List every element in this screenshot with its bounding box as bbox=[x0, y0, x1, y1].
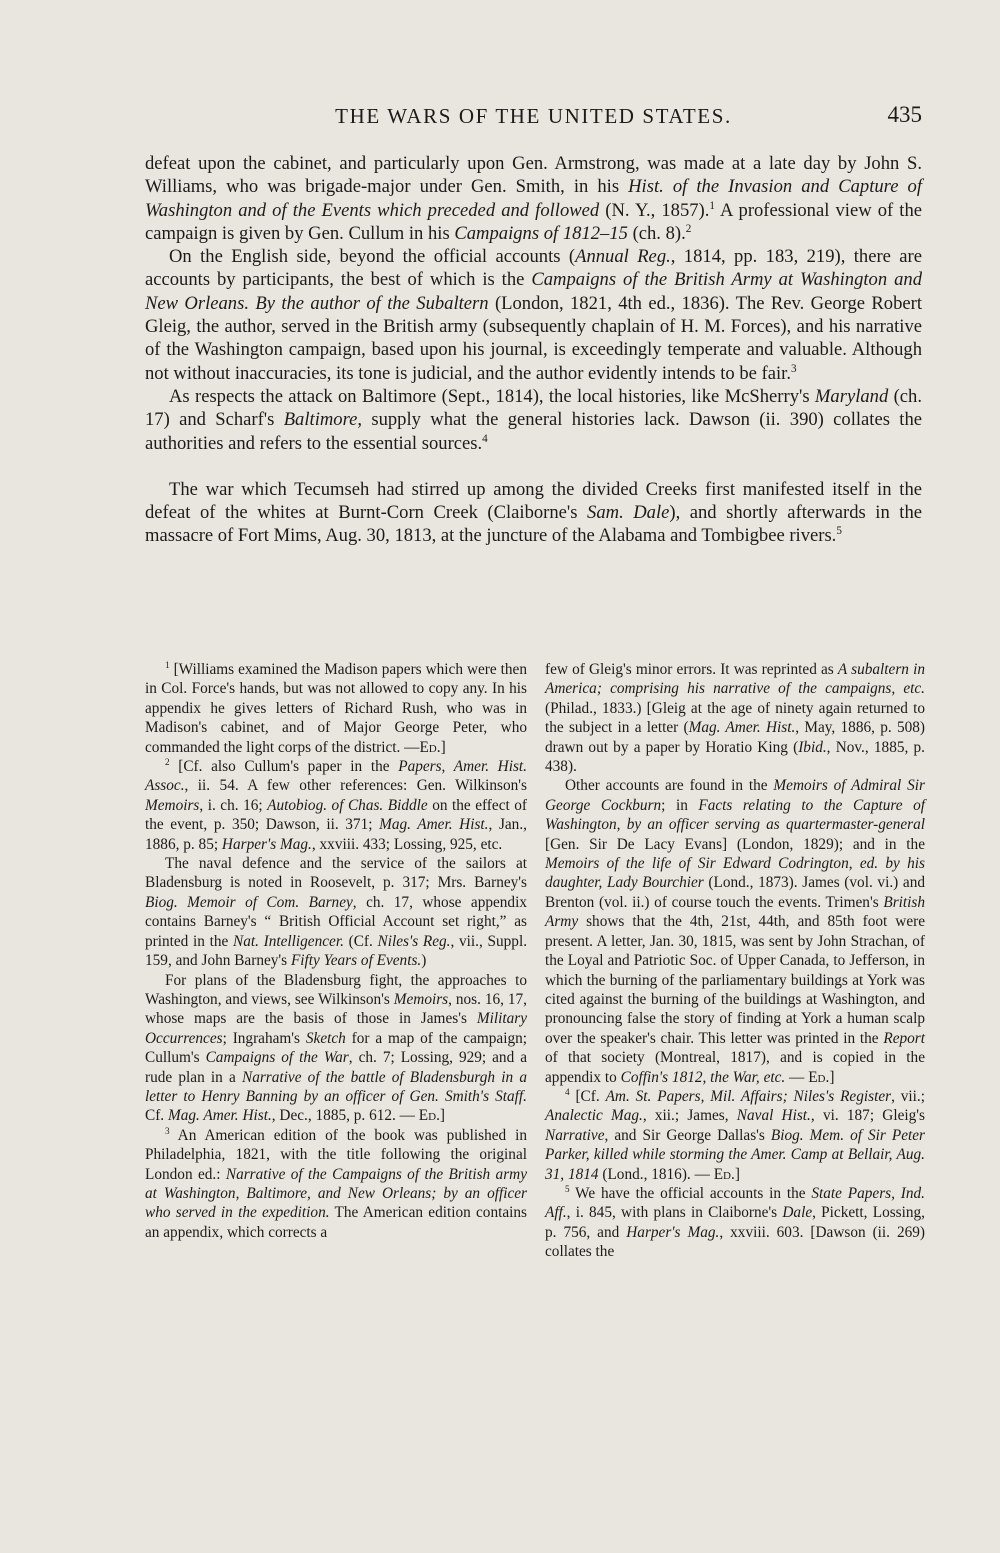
book-title: Dale bbox=[782, 1204, 813, 1222]
footnote-ref: 2 bbox=[685, 222, 692, 235]
text-run: We have the official accounts in the bbox=[569, 1184, 812, 1202]
book-title: Baltimore bbox=[283, 409, 358, 431]
book-title: Harper's Mag. bbox=[221, 835, 312, 853]
book-title: Biog. Memoir of Com. Barney bbox=[145, 893, 353, 911]
book-title: Papers, Amer. Hist. Assoc. bbox=[145, 758, 528, 795]
book-title: Campaigns of the British Army at Washington and New Orleans. By the author of the Subaltern bbox=[145, 269, 922, 314]
running-header bbox=[145, 100, 922, 136]
book-title: Naval Hist. bbox=[736, 1107, 811, 1125]
text-run: ] bbox=[439, 1107, 446, 1125]
book-title: Mag. Amer. Hist. bbox=[379, 816, 489, 834]
text-run: defeat upon the cabinet, and particularly upon Gen. Armstrong, was made at a late day by John S. Williams, who was brigade-major under Gen. Smith, in his bbox=[145, 153, 922, 198]
footnote-3-continued bbox=[545, 660, 925, 776]
text-run: Other accounts are found in the bbox=[565, 777, 774, 795]
book-title: State Papers, Ind. Aff. bbox=[545, 1184, 925, 1222]
text-run: (London, 1821, 4th ed., 1836). The Rev. George Robert Gleig, the author, served in the British army (subsequently chaplain of H. M. Forces), and his narrative of the Washington campaign, based upon his journal, is exceedingly temperate and valuable. Although not without inaccuracies, its tone is judicial, and the author evidently intends to be fair. bbox=[145, 292, 922, 384]
footnote-mark: 4 bbox=[565, 1086, 570, 1097]
footnotes bbox=[145, 659, 926, 1405]
book-title: Memoirs bbox=[393, 990, 449, 1008]
book-title: Am. St. Papers, Mil. Affairs; Niles's Register bbox=[605, 1087, 892, 1105]
footnote-ref: 3 bbox=[790, 362, 797, 375]
footnote-3 bbox=[145, 1126, 527, 1242]
text-run: ), and shortly afterwards in the massacre of Fort Mims, Aug. 30, 1813, at the juncture of the Alabama and Tombigbee rivers. bbox=[145, 502, 923, 547]
text-run: For plans of the Bladensburg fight, the approaches to Washington, and views, see Wilkinson's bbox=[145, 971, 527, 1008]
text-run: , Nov., 1885, p. 438). bbox=[545, 738, 926, 776]
footnote-ref: 4 bbox=[482, 432, 488, 445]
text-run: ] bbox=[829, 1068, 835, 1086]
text-run: ] bbox=[440, 738, 446, 756]
footnotes-right-column bbox=[545, 660, 925, 1262]
book-title: Campaigns of 1812–15 bbox=[454, 222, 628, 244]
book-title: Memoirs of the life of Sir Edward Codrington, ed. by his daughter, Lady Bourchier bbox=[545, 855, 925, 892]
book-title: Analectic Mag. bbox=[545, 1107, 643, 1125]
book-title: Biog. Mem. of Sir Peter Parker, killed while storming the Amer. Camp at Bellair, Aug. 31, 1814 bbox=[545, 1126, 925, 1183]
text-run: The naval defence and the service of the sailors at Bladensburg is noted in Roosevelt, p. 317; Mrs. Barney's bbox=[145, 855, 527, 892]
text-run: for a map of the campaign; Cullum's bbox=[145, 1029, 527, 1067]
book-title: Campaigns of the War bbox=[205, 1049, 349, 1067]
paragraph-creek-war bbox=[145, 478, 922, 548]
text-run: , xii.; James, bbox=[642, 1107, 737, 1125]
text-run: , i. ch. 16; bbox=[199, 796, 268, 814]
book-title: Nat. Intelligencer. bbox=[233, 932, 344, 950]
book-title: Facts relating to the Capture of Washington, by an officer serving as quartermaster-general bbox=[545, 796, 925, 834]
text-run: The war which Tecumseh had stirred up among the divided Creeks first manifested itself in the defeat of the whites at Burnt-Corn Creek (Claiborne's bbox=[145, 478, 922, 524]
text-run: On the English side, beyond the official accounts ( bbox=[169, 246, 576, 268]
footnote-ref: 5 bbox=[836, 525, 842, 538]
footnote-ref: 1 bbox=[709, 199, 715, 212]
book-title: Mag. Amer. Hist. bbox=[167, 1107, 272, 1125]
text-run: , May, 1886, p. 508) drawn out by a paper by Horatio King ( bbox=[545, 719, 926, 756]
text-run: , supply what the general histories lack. Dawson (ii. 390) collates the authorities and refers to the essential sources. bbox=[145, 409, 922, 454]
book-title: Harper's Mag. bbox=[626, 1223, 720, 1241]
book-title: Ibid. bbox=[798, 738, 827, 756]
text-run: An American edition of the book was published in Philadelphia, 1821, with the title following the original London ed.: bbox=[145, 1126, 527, 1183]
book-title: Mag. Amer. Hist. bbox=[688, 719, 796, 737]
text-run: , xxviii. 603. [Dawson (ii. 269) collates the bbox=[545, 1223, 926, 1261]
book-title: Narrative of the battle of Bladensburgh in a letter to Henry Banning by an officer of Gen. Smith's Staff. bbox=[145, 1068, 527, 1105]
text-run: ; Ingraham's bbox=[222, 1029, 306, 1047]
book-title: Annual Reg. bbox=[575, 246, 671, 268]
text-run: , vii., Suppl. 159, and John Barney's bbox=[145, 932, 528, 970]
text-run: (Cf. bbox=[343, 932, 378, 950]
footnote-mark: 2 bbox=[165, 756, 170, 767]
book-title: Narrative of the Campaigns of the British army at Washington, Baltimore, and New Orleans; by an officer who served in the expedition. bbox=[145, 1165, 527, 1222]
footnote-mark: 1 bbox=[165, 659, 170, 670]
text-run: ) bbox=[421, 952, 427, 970]
footnote-5 bbox=[545, 1184, 925, 1262]
text-run: [Williams examined the Madison papers which were then in Col. Force's hands, but was not allowed to copy any. In his appendix he gives letters of Richard Rush, who was in Madison's cabinet, and of Major George Peter, who commanded the light corps of the district. — bbox=[145, 661, 527, 756]
footnote-mark: 3 bbox=[165, 1125, 170, 1136]
text-run: (Lond., 1873). James (vol. vi.) and Brenton (vol. ii.) of course touch the events. Trimen's bbox=[545, 874, 925, 911]
footnote-1 bbox=[145, 660, 527, 757]
book-title: Autobiog. of Chas. Biddle bbox=[267, 796, 428, 814]
footnote-4 bbox=[545, 1087, 925, 1184]
paragraph-english-side bbox=[145, 245, 922, 385]
text-run: , xxviii. 433; Lossing, 925, etc. bbox=[311, 835, 503, 853]
book-title: Coffin's 1812, the War, etc. bbox=[620, 1068, 786, 1086]
text-run: , nos. 16, 17, whose maps are the basis of those in James's bbox=[145, 990, 527, 1028]
text-run: , vi. 187; Gleig's bbox=[810, 1107, 926, 1125]
footnote-2-naval bbox=[145, 854, 527, 970]
text-run: , vii.; bbox=[891, 1087, 925, 1105]
text-run: As respects the attack on Baltimore (Sept., 1814), the local histories, like McSherry's bbox=[169, 385, 815, 407]
text-run: few of Gleig's minor errors. It was reprinted as bbox=[545, 661, 838, 678]
book-title: British Army bbox=[545, 893, 925, 931]
text-run: ; in bbox=[661, 796, 699, 814]
text-run: (Lond., 1816). — bbox=[598, 1165, 714, 1183]
text-run: (N. Y., 1857). bbox=[599, 199, 710, 221]
editor-mark: Ed. bbox=[713, 1165, 735, 1183]
text-run: Cf. bbox=[145, 1107, 168, 1125]
book-title: Hist. of the Invasion and Capture of Washington and of the Events which preceded and followed bbox=[145, 176, 922, 221]
footnote-mark: 5 bbox=[565, 1183, 570, 1194]
book-title: Narrative bbox=[545, 1126, 605, 1144]
text-run: (ch. 17) and Scharf's bbox=[145, 385, 922, 431]
text-run: The American edition contains an appendix, which corrects a bbox=[145, 1204, 527, 1241]
text-run: , Jan., 1886, p. 85; bbox=[145, 816, 527, 853]
text-run: , 1814, pp. 183, 219), there are accounts by participants, the best of which is the bbox=[145, 246, 923, 291]
book-title: A subaltern in America; comprising his narrative of the campaigns, etc. bbox=[545, 661, 925, 698]
text-run: [Cf. also Cullum's paper in the bbox=[169, 758, 399, 776]
book-title: Fifty Years of Events. bbox=[290, 952, 422, 970]
book-title: Sam. Dale bbox=[587, 502, 670, 524]
text-run: , i. 845, with plans in Claiborne's bbox=[566, 1204, 783, 1222]
text-run: of that society (Montreal, 1817), and is copied in the appendix to bbox=[545, 1049, 925, 1086]
text-run: A professional view of the campaign is given by Gen. Cullum in his bbox=[145, 199, 922, 244]
book-title: Maryland bbox=[814, 385, 889, 407]
running-title: THE WARS OF THE UNITED STATES. bbox=[335, 104, 732, 128]
text-run: , Pickett, Lossing, p. 756, and bbox=[545, 1204, 925, 1241]
text-run: , and Sir George Dallas's bbox=[604, 1126, 771, 1144]
text-run: (Philad., 1833.) [Gleig at the age of ninety again returned to the subject in a letter ( bbox=[545, 699, 925, 737]
text-run: shows that the 4th, 21st, 44th, and 85th foot were present. A letter, Jan. 30, 1815, was sent by John Strachan, of the Loyal and Patriotic Soc. of Upper Canada, to Jefferson, in which the burning of the parliamentary buildings at York was cited against the burning of the buildings at Washington, and pronouncing false the story of finding at York a human scalp over the speaker's chair. This letter was printed in the bbox=[545, 913, 925, 1047]
editor-mark: Ed. bbox=[808, 1068, 830, 1086]
footnote-2 bbox=[145, 757, 527, 854]
paragraph-baltimore bbox=[145, 385, 922, 455]
text-run: — bbox=[785, 1068, 809, 1086]
text-run: (ch. 8). bbox=[627, 222, 686, 244]
footnotes-left-column bbox=[145, 660, 527, 1242]
main-text bbox=[145, 152, 922, 548]
text-run: ] bbox=[734, 1165, 740, 1183]
text-run: , ch. 7; Lossing, 929; and a rude plan in a bbox=[145, 1049, 527, 1086]
footnote-2-plans bbox=[145, 971, 527, 1126]
book-title: Military Occurrences bbox=[145, 1010, 527, 1047]
text-run: [Cf. bbox=[569, 1087, 606, 1105]
book-title: Niles's Reg. bbox=[377, 932, 451, 950]
book-title: Memoirs bbox=[145, 796, 200, 814]
editor-mark: Ed. bbox=[419, 738, 441, 756]
editor-mark: Ed. bbox=[418, 1107, 440, 1125]
book-title: Sketch bbox=[305, 1029, 346, 1047]
text-run: , Dec., 1885, p. 612. — bbox=[271, 1107, 419, 1125]
text-run: [Gen. Sir De Lacy Evans] (London, 1829); and in the bbox=[545, 835, 925, 853]
paragraph-washington-invasion bbox=[145, 152, 922, 245]
text-run: , ch. 17, whose appendix contains Barney's “ British Official Account set right,” as printed in the bbox=[145, 893, 527, 950]
book-title: Report bbox=[883, 1029, 925, 1047]
page-number: 435 bbox=[887, 102, 922, 127]
footnote-3-other-accounts bbox=[545, 776, 925, 1087]
text-run: , ii. 54. A few other references: Gen. Wilkinson's bbox=[184, 777, 527, 795]
book-title: Memoirs of Admiral Sir George Cockburn bbox=[545, 777, 925, 814]
text-run: on the effect of the event, p. 350; Dawson, ii. 371; bbox=[145, 796, 527, 834]
